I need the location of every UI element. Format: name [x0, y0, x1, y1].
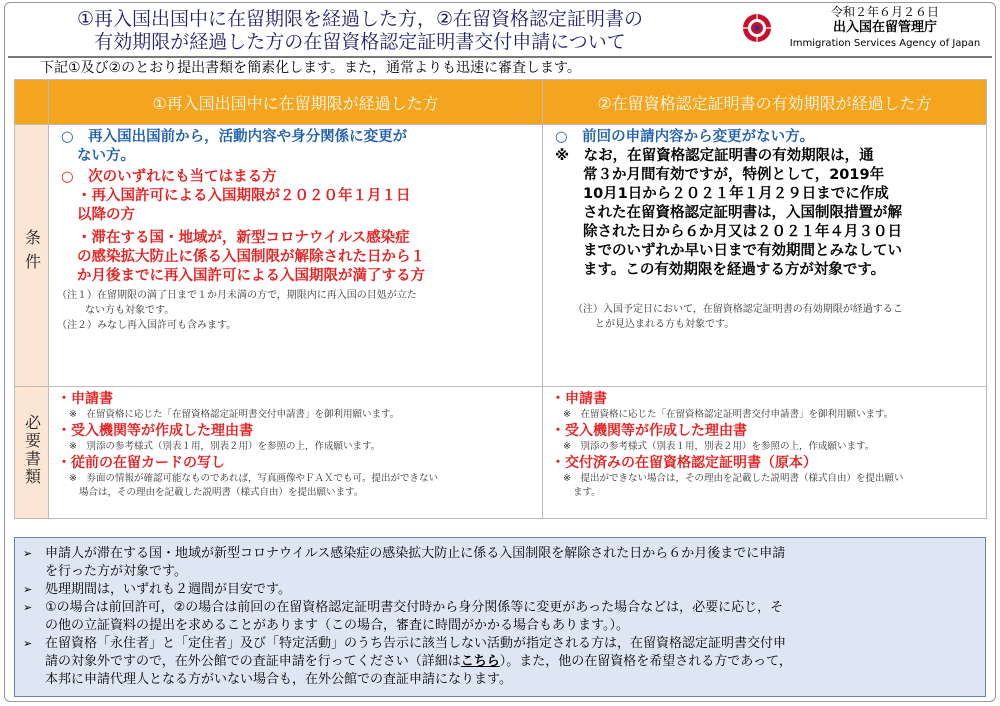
title-line-1: ①再入国出国中に在留期限を経過した方，②在留資格認定証明書の: [76, 8, 644, 30]
agency-name-en: Immigration Services Agency of Japan: [789, 38, 981, 49]
documents-case2: [543, 387, 987, 519]
header-divider: [8, 56, 992, 58]
agency-name: 出入国在留管理庁: [832, 20, 937, 35]
row-label-conditions-text: 条件: [22, 229, 42, 277]
requirements-table: [14, 79, 987, 519]
notes-box: [14, 537, 986, 697]
header-corner: [15, 80, 49, 125]
cond1-note1b: ない方も対象です。: [85, 305, 175, 316]
cond1-line8: か月後までに再入国許可による入国期限が満了する方: [77, 268, 425, 284]
cond2-line8: ます。この有効期限を経過する方が対象です。: [583, 262, 886, 278]
arrow-bullet-icon: ➢: [23, 547, 33, 560]
cond1-note1a: （注１）在留期限の満了日まで１か月未満の方で，期限内に再入国の目処が立た: [57, 290, 417, 301]
cond2-line2: ※ なお，在留資格認定証明書の有効期限は，通: [555, 148, 874, 164]
col-header-case1: ①再入国出国中に在留期限が経過した方: [49, 80, 543, 125]
cond2-line6: 除された日から６か月又は２０２１年４月３０日: [583, 224, 902, 240]
cond1-note2: （注２）みなし再入国許可も含みます。: [57, 320, 237, 331]
cond2-line4: 10月1日から２０２１年１月２９日までに作成: [583, 186, 889, 202]
documents-case1: [49, 387, 543, 519]
documents-row: [15, 387, 987, 519]
intro-text: 下記①及び②のとおり提出書類を簡素化します。また，通常よりも迅速に審査します。: [40, 60, 581, 76]
cond2-note1a: （注）入国予定日において，在留資格認定証明書の有効期限が経過するこ: [573, 304, 903, 315]
docs2-item3: ・交付済みの在留資格認定証明書（原本）: [551, 455, 817, 471]
docs2-item2: ・受入機関等が作成した理由書: [551, 423, 747, 439]
cond1-line3: ○ 次のいずれにも当てはまる方: [61, 169, 277, 185]
cond1-line1: ○ 再入国出国前から，活動内容や身分関係に変更が: [61, 129, 408, 145]
cond1-line6: ・滞在する国・地域が，新型コロナウイルス感染症: [77, 230, 410, 246]
note-3b: の他の立証資料の提出を求めることがあります（この場合，審査に時間がかかる場合もあります。）。: [45, 618, 629, 633]
docs1-item1: ・申請書: [57, 391, 113, 407]
title-line-2: 有効期限が経過した方の在留資格認定証明書交付申請について: [94, 31, 626, 53]
cond1-line7: の感染拡大防止に係る入国制限が解除された日から１: [77, 249, 425, 265]
docs1-item3-note-a: ※ 券面の情報が確認可能なものであれば，写真画像やＦＡＸでも可。提出ができない: [69, 473, 438, 484]
arrow-bullet-icon: ➢: [23, 637, 33, 650]
note-4a: 在留資格「永住者」と「定住者」及び「特定活動」のうち告示に該当しない活動が指定される方は，在留資格認定証明書交付申: [45, 636, 787, 651]
note-item-3: [23, 599, 975, 635]
cond2-line1: ○ 前回の申請内容から変更がない方。: [555, 129, 815, 145]
docs2-item1-note: ※ 在留資格に応じた「在留資格認定証明書交付申請書」を御利用願います。: [563, 409, 894, 420]
docs2-item3-note-a: ※ 提出ができない場合は，その理由を記載した説明書（様式自由）を提出願い: [563, 473, 904, 484]
docs1-item2-note: ※ 別添の参考様式（別表１用，別表２用）を参照の上，作成願います。: [69, 441, 381, 452]
cond1-line5: 以降の方: [77, 207, 135, 223]
cond1-line4: ・再入国許可による入国期限が２０２０年１月１日: [77, 188, 411, 204]
agency-emblem-icon: [742, 13, 772, 43]
row-label-documents: [15, 387, 49, 519]
conditions-row: [15, 125, 987, 387]
cond2-note1b: とが見込まれる方も対象です。: [595, 319, 735, 330]
row-label-conditions: [15, 125, 49, 387]
cond1-line2: ない方。: [77, 148, 135, 164]
docs1-item3: ・従前の在留カードの写し: [57, 455, 225, 471]
issue-date: 令和２年６月２６日: [830, 5, 939, 19]
conditions-case2: [543, 125, 987, 387]
arrow-bullet-icon: ➢: [23, 601, 33, 614]
col-header-case2: ②在留資格認定証明書の有効期限が経過した方: [543, 80, 987, 125]
note-1b: を行った方が対象です。: [45, 564, 187, 579]
docs1-item1-note: ※ 在留資格に応じた「在留資格認定証明書交付申請書」を御利用願います。: [69, 409, 400, 420]
cond2-line5: された在留資格認定証明書は，入国制限措置が解: [583, 205, 902, 221]
note-1a: 申請人が滞在する国・地域が新型コロナウイルス感染症の感染拡大防止に係る入国制限を解除された日から６か月後までに申請: [45, 546, 786, 561]
note-4b-pre: 請の対象外ですので，在外公館での査証申請を行ってください（詳細は: [45, 654, 461, 669]
note-item-2: [23, 581, 975, 599]
docs2-item2-note: ※ 別添の参考様式（別表１用，別表２用）を参照の上，作成願います。: [563, 441, 875, 452]
note-item-4: [23, 635, 975, 689]
conditions-case1: [49, 125, 543, 387]
note-4c: 本邦に申請代理人となる方がいない場合も，在外公館での査証申請になります。: [45, 672, 512, 687]
details-link[interactable]: こちら: [460, 654, 500, 669]
note-3a: ①の場合は前回許可，②の場合は前回の在留資格認定証明書交付時から身分関係等に変更があった場合などは，必要に応じ，そ: [45, 600, 784, 615]
docs1-item3-note-b: 場合は，その理由を記載した説明書（様式自由）を提出願います。: [79, 487, 364, 498]
table-header-row: [15, 80, 987, 125]
docs2-item1: ・申請書: [551, 391, 607, 407]
page-title: [0, 8, 720, 54]
note-item-1: [23, 545, 975, 581]
note-2: 処理期間は，いずれも２週間が目安です。: [45, 582, 291, 597]
cond2-line3: 常３か月間有効ですが，特例として，2019年: [583, 167, 885, 183]
note-4b-post: ）。また，他の在留資格を希望される方であって，: [499, 654, 792, 669]
docs2-item3-note-b: ます。: [573, 487, 601, 498]
docs1-item2: ・受入機関等が作成した理由書: [57, 423, 253, 439]
cond2-line7: までのいずれか早い日まで有効期間とみなしてい: [583, 243, 902, 259]
arrow-bullet-icon: ➢: [23, 583, 33, 596]
row-label-documents-text: 必要書類: [22, 414, 42, 486]
